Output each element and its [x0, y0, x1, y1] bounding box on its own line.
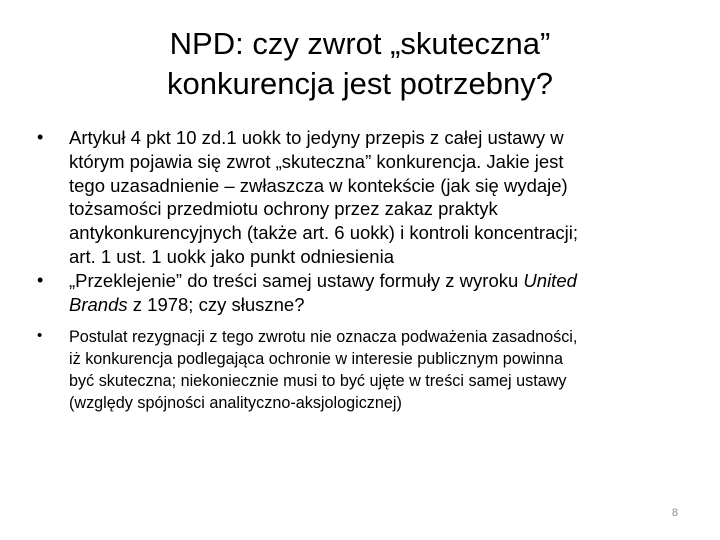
bullet-line: art. 1 ust. 1 uokk jako punkt odniesienia: [69, 245, 394, 267]
bullet-text: „Przeklejenie” do treści samej ustawy formuły z wyroku: [69, 269, 524, 291]
title-line: konkurencja jest potrzebny?: [166, 66, 553, 101]
slide-title: [40, 24, 680, 104]
bullet-line: antykonkurencyjnych (także art. 6 uokk) i kontroli koncentracji;: [69, 222, 578, 244]
bullet-line: tego uzasadnienie – zwłaszcza w kontekście (jak się wydaje): [69, 174, 568, 196]
bullet-line: tożsamości przedmiotu ochrony przez zakaz praktyk: [69, 198, 498, 220]
case-name-italic: United: [523, 269, 577, 291]
bullet-item: [33, 126, 673, 269]
bullet-line: [69, 293, 673, 317]
case-name-italic: Brands: [69, 293, 128, 315]
bullet-line: którym pojawia się zwrot „skuteczna” konkurencja. Jakie jest: [69, 150, 564, 172]
bullet-line: iż konkurencja podlegająca ochronie w interesie publicznym powinna: [69, 350, 564, 369]
page-number: 8: [671, 507, 678, 519]
bullet-line: (względy spójności analityczno-aksjologicznej): [69, 394, 402, 413]
bullet-line: [69, 269, 673, 293]
bullet-line: Artykuł 4 pkt 10 zd.1 uokk to jedyny przepis z całej ustawy w: [69, 127, 564, 148]
bullet-list: [33, 126, 673, 414]
title-line: NPD: czy zwrot „skuteczna”: [169, 26, 551, 61]
bullet-line: Postulat rezygnacji z tego zwrotu nie oznacza podważenia zasadności,: [69, 328, 578, 347]
bullet-item: [33, 326, 673, 414]
bullet-item: [33, 269, 673, 317]
bullet-line: być skuteczna; niekoniecznie musi to być ujęte w treści samej ustawy: [69, 372, 567, 391]
bullet-text: z 1978; czy słuszne?: [127, 293, 305, 315]
bullet-dot-icon: •: [37, 327, 43, 345]
bullet-dot-icon: •: [37, 127, 44, 147]
bullet-dot-icon: •: [37, 269, 44, 290]
